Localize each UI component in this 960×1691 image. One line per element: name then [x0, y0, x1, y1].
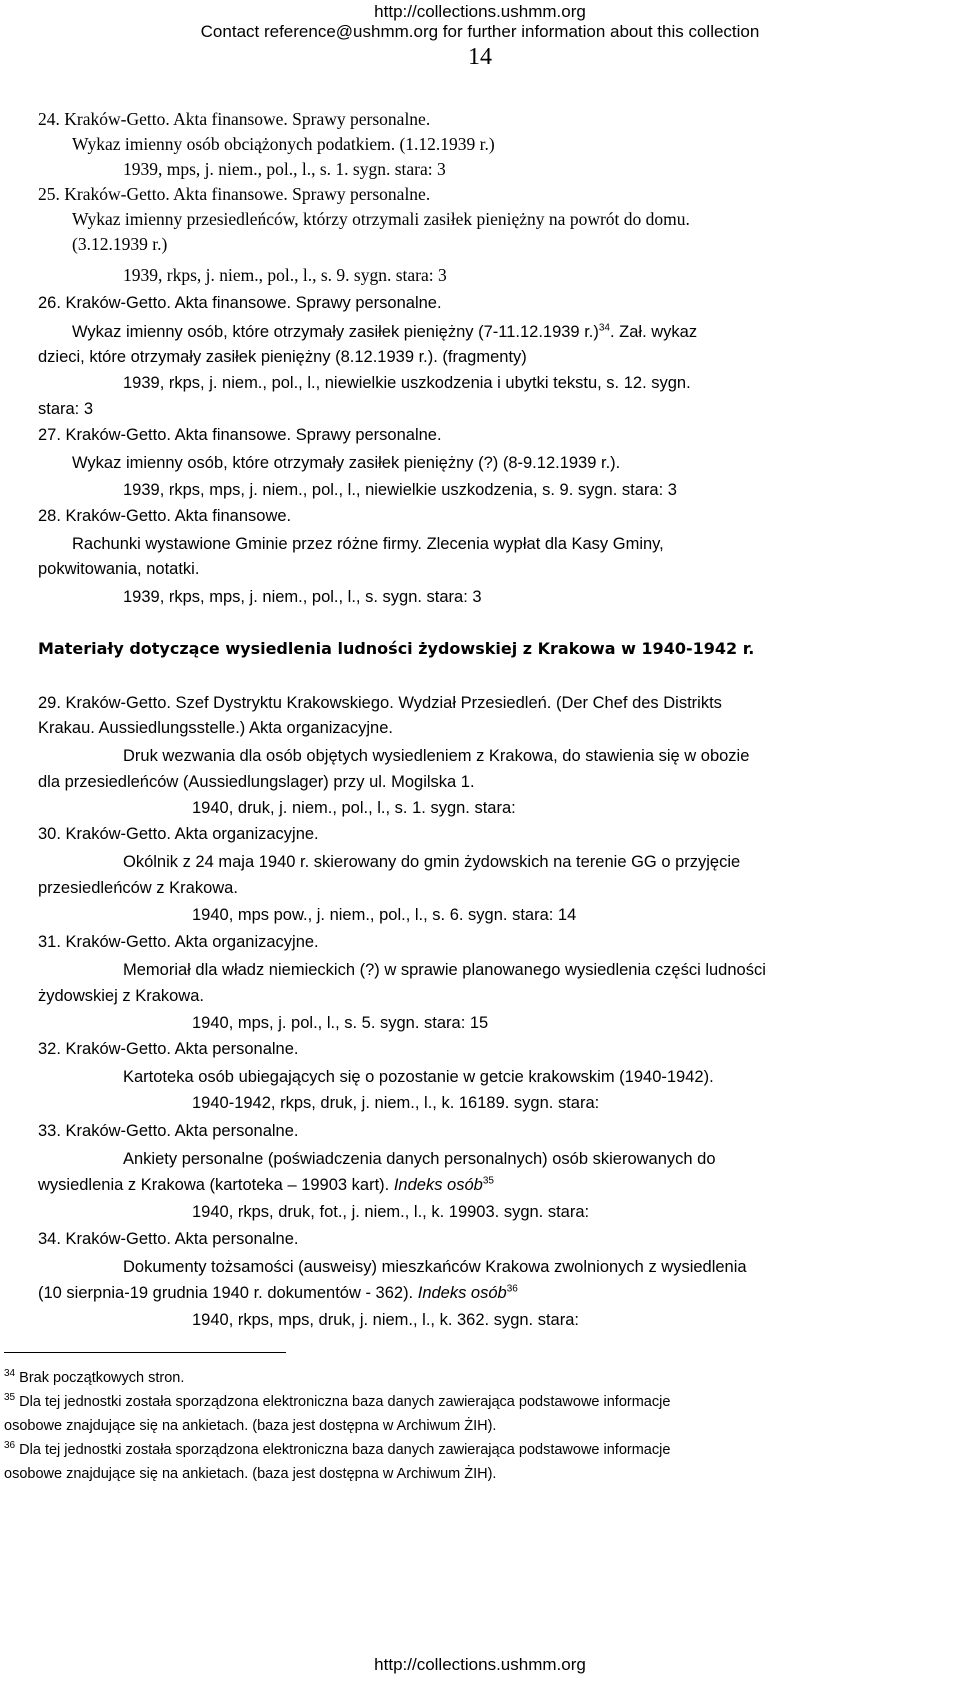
entry-25-heading: 25. Kraków-Getto. Akta finansowe. Sprawy personalne.: [38, 184, 431, 204]
entry-33-title-line1: Ankiety personalne (poświadczenia danych personalnych) osób skierowanych do: [123, 1150, 716, 1168]
entry-28-title-line1: Rachunki wystawione Gminie przez różne firmy. Zlecenia wypłat dla Kasy Gminy,: [72, 535, 664, 553]
entry-24-desc: 1939, mps, j. niem., pol., l., s. 1. sygn. stara: 3: [123, 159, 446, 179]
entry-30-title-line1: Okólnik z 24 maja 1940 r. skierowany do gmin żydowskich na terenie GG o przyjęcie: [123, 853, 741, 871]
entry-33-title-line2: [38, 1174, 494, 1196]
entry-34-desc: 1940, rkps, mps, druk, j. niem., l., k. 362. sygn. stara:: [192, 1311, 579, 1329]
entry-34-heading: 34. Kraków-Getto. Akta personalne.: [38, 1230, 299, 1248]
entry-25-desc: 1939, rkps, j. niem., pol., l., s. 9. sygn. stara: 3: [123, 265, 447, 285]
entry-29-heading: 29. Kraków-Getto. Szef Dystryktu Krakowskiego. Wydział Przesiedleń. (Der Chef des Distrikts: [38, 694, 722, 712]
footnote-36-number: 36: [4, 1440, 16, 1452]
entry-25-title-line2: (3.12.1939 r.): [72, 234, 168, 254]
entry-33-desc: 1940, rkps, druk, fot., j. niem., l., k. 19903. sygn. stara:: [192, 1203, 590, 1221]
entry-30-title-line2: przesiedleńców z Krakowa.: [38, 879, 238, 897]
entry-29-desc: 1940, druk, j. niem., pol., l., s. 1. sygn. stara:: [192, 799, 516, 817]
entry-32-title: Kartoteka osób ubiegających się o pozostanie w getcie krakowskim (1940-1942).: [123, 1068, 714, 1086]
entry-24-heading: 24. Kraków-Getto. Akta finansowe. Sprawy personalne.: [38, 109, 431, 129]
footnote-ref-35[interactable]: 35: [482, 1175, 494, 1187]
footnote-ref-36[interactable]: 36: [506, 1283, 518, 1295]
entry-29-title-line1: Druk wezwania dla osób objętych wysiedleniem z Krakowa, do stawienia się w obozie: [123, 747, 750, 765]
entry-32-heading: 32. Kraków-Getto. Akta personalne.: [38, 1040, 299, 1058]
entry-24-title: Wykaz imienny osób obciążonych podatkiem. (1.12.1939 r.): [72, 134, 495, 154]
footnote-35-line2: osobowe znajdujące się na ankietach. (baza jest dostępna w Archiwum ŻIH).: [4, 1418, 497, 1434]
footnote-34: [4, 1368, 184, 1388]
footnote-35: [4, 1392, 670, 1412]
entry-31-title-line1: Memoriał dla władz niemieckich (?) w sprawie planowanego wysiedlenia części ludności: [123, 961, 766, 979]
entry-27-title: Wykaz imienny osób, które otrzymały zasiłek pieniężny (?) (8-9.12.1939 r.).: [72, 454, 621, 472]
entry-32-desc: 1940-1942, rkps, druk, j. niem., l., k. 16189. sygn. stara:: [192, 1094, 600, 1112]
entry-29-title-line2: dla przesiedleńców (Aussiedlungslager) przy ul. Mogilska 1.: [38, 773, 475, 791]
entry-30-desc: 1940, mps pow., j. niem., pol., l., s. 6. sygn. stara: 14: [192, 906, 577, 924]
entry-26-title-line2: dzieci, które otrzymały zasiłek pieniężny (8.12.1939 r.). (fragmenty): [38, 348, 527, 366]
entry-26-title-suffix: . Zał. wykaz: [609, 323, 698, 341]
entry-33-index-label: Indeks osób: [393, 1176, 483, 1194]
entry-28-heading: 28. Kraków-Getto. Akta finansowe.: [38, 507, 292, 525]
footnote-36-line2: osobowe znajdujące się na ankietach. (baza jest dostępna w Archiwum ŻIH).: [4, 1466, 497, 1482]
entry-30-heading: 30. Kraków-Getto. Akta organizacyjne.: [38, 825, 319, 843]
entry-33-heading: 33. Kraków-Getto. Akta personalne.: [38, 1122, 299, 1140]
footnote-34-number: 34: [4, 1368, 16, 1380]
entry-28-title-line2: pokwitowania, notatki.: [38, 560, 200, 578]
entry-31-heading: 31. Kraków-Getto. Akta organizacyjne.: [38, 933, 319, 951]
entry-34-title-text: (10 sierpnia-19 grudnia 1940 r. dokumentów - 362).: [38, 1284, 418, 1302]
entry-27-desc: 1939, rkps, mps, j. niem., pol., l., niewielkie uszkodzenia, s. 9. sygn. stara: 3: [123, 481, 677, 499]
entry-31-desc: 1940, mps, j. pol., l., s. 5. sygn. stara: 15: [192, 1014, 489, 1032]
footnote-35-text: Dla tej jednostki została sporządzona elektroniczna baza danych zawierająca podstawowe informacje: [19, 1394, 671, 1410]
entry-25-title-line1: Wykaz imienny przesiedleńców, którzy otrzymali zasiłek pieniężny na powrót do domu.: [72, 209, 690, 229]
footnote-36: [4, 1440, 670, 1460]
footnote-36-text: Dla tej jednostki została sporządzona elektroniczna baza danych zawierająca podstawowe informacje: [19, 1442, 671, 1458]
footnote-34-text: Brak początkowych stron.: [19, 1370, 185, 1386]
entry-34-title-line2: [38, 1282, 518, 1304]
entry-34-index-label: Indeks osób: [417, 1284, 507, 1302]
header-contact: Contact reference@ushmm.org for further information about this collection: [200, 22, 760, 41]
header-url[interactable]: http://collections.ushmm.org: [374, 2, 586, 21]
entry-27-heading: 27. Kraków-Getto. Akta finansowe. Sprawy personalne.: [38, 426, 442, 444]
section-heading: Materiały dotyczące wysiedlenia ludności żydowskiej z Krakowa w 1940-1942 r.: [38, 639, 755, 658]
footnote-ref-34[interactable]: 34: [598, 322, 610, 334]
entry-26-heading: 26. Kraków-Getto. Akta finansowe. Sprawy personalne.: [38, 294, 442, 312]
page-number: 14: [468, 44, 492, 70]
entry-34-title-line1: Dokumenty tożsamości (ausweisy) mieszkańców Krakowa zwolnionych z wysiedlenia: [123, 1258, 747, 1276]
footer-url[interactable]: http://collections.ushmm.org: [374, 1655, 586, 1674]
footnote-35-number: 35: [4, 1392, 16, 1404]
entry-26-desc: 1939, rkps, j. niem., pol., l., niewielkie uszkodzenia i ubytki tekstu, s. 12. sygn.: [123, 374, 691, 392]
entry-28-desc: 1939, rkps, mps, j. niem., pol., l., s. sygn. stara: 3: [123, 588, 482, 606]
entry-33-title-text: wysiedlenia z Krakowa (kartoteka – 19903 kart).: [38, 1176, 394, 1194]
footnote-separator: [4, 1352, 286, 1353]
entry-31-title-line2: żydowskiej z Krakowa.: [38, 987, 204, 1005]
entry-26-title-text: Wykaz imienny osób, które otrzymały zasiłek pieniężny (7-11.12.1939 r.): [72, 323, 599, 341]
entry-29-heading-line2: Krakau. Aussiedlungsstelle.) Akta organizacyjne.: [38, 719, 393, 737]
entry-26-title-line1: [72, 321, 697, 343]
entry-26-desc-line2: stara: 3: [38, 400, 94, 418]
